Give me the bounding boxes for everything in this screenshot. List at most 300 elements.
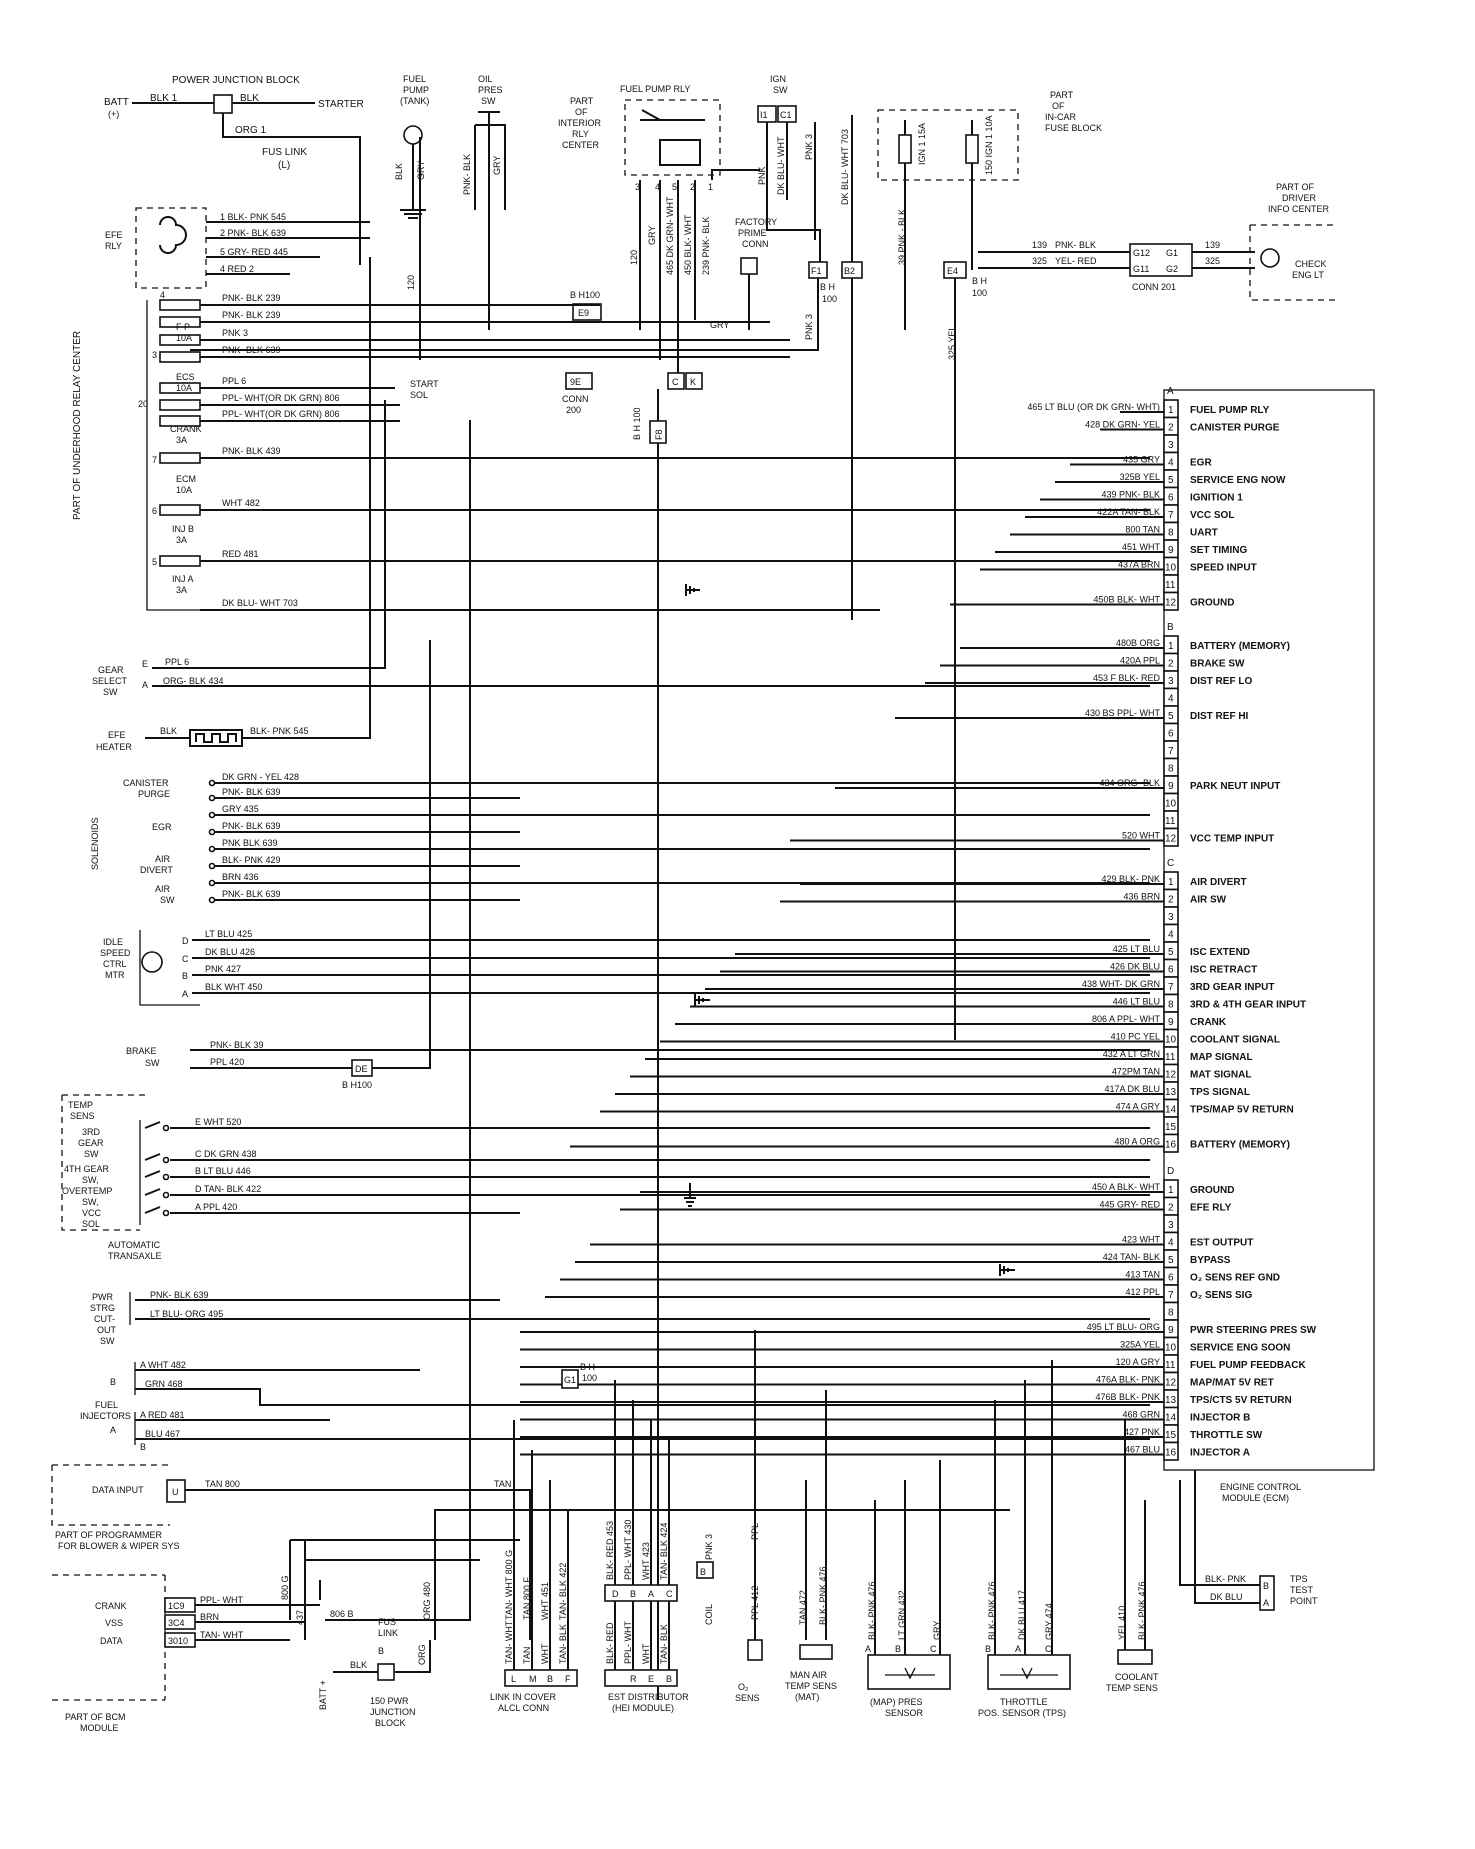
urc-wire-label: RED 481 (222, 549, 259, 559)
gear-select-l1: GEAR (98, 665, 124, 675)
irc-l1: PART (570, 96, 594, 106)
alcl-pin-label: B (547, 1674, 554, 1684)
ecm-wire-label: 445 GRY- RED (1099, 1199, 1160, 1210)
relay-v239: 239 PNK- BLK (701, 216, 711, 275)
ecm-pin-number: 8 (1168, 999, 1174, 1011)
solenoid-wire-label: PNK- BLK 639 (222, 889, 281, 899)
gear3-l3: SW (84, 1149, 99, 1159)
est-pin-label: D (612, 1589, 619, 1599)
efe-heater-l2: HEATER (96, 742, 132, 752)
conn200-l1: CONN (562, 394, 589, 404)
ecm-pin-number: 12 (1165, 597, 1177, 609)
ecm-pin-number: 4 (1168, 929, 1174, 941)
ecs-l2: 10A (176, 383, 193, 393)
ecm-wire-label: 439 PNK- BLK (1101, 489, 1160, 500)
ecm-wire-label: 476A BLK- PNK (1095, 1374, 1160, 1385)
solenoid-rows (210, 772, 1151, 903)
ecm-wire-label: 450B BLK- WHT (1093, 594, 1160, 605)
gear4-l1: 4TH GEAR (64, 1164, 110, 1174)
ecm-pin-row (1122, 829, 1274, 847)
brake-l1: BRAKE (126, 1046, 157, 1056)
ecm-pin-function: BATTERY (MEMORY) (1190, 1139, 1290, 1151)
v325yel-label: 325 YEL (947, 325, 957, 360)
oil-pres-l3: SW (481, 96, 496, 106)
ecm-wire-label: 480B ORG (1115, 638, 1160, 648)
ecm-pin-number: 2 (1168, 658, 1174, 670)
canister-l2: PURGE (138, 789, 171, 799)
urc-n7: 7 (152, 455, 158, 465)
efe-heater-545: BLK- PNK 545 (250, 726, 309, 736)
tps-pin-b: B (985, 1644, 992, 1654)
ecm-wire-label: 426 DK BLU (1109, 961, 1160, 972)
ecm-wire-label: 325A YEL (1120, 1339, 1160, 1350)
v800g: 800 G (280, 1575, 290, 1600)
ecm-pin-function: 3RD & 4TH GEAR INPUT (1190, 999, 1307, 1011)
injb-l1: INJ B (172, 524, 195, 534)
efe-heater-element (190, 730, 242, 746)
ecm-pin-number: 9 (1168, 545, 1174, 556)
ecm-pin-number: 5 (1168, 1255, 1174, 1266)
ecm-pin-row (1112, 1065, 1252, 1083)
conn-201-label: CONN 201 (1132, 282, 1177, 292)
ecm-pin-function: EST OUTPUT (1190, 1237, 1254, 1249)
ecm-wire-label: 495 LT BLU- ORG (1086, 1322, 1160, 1332)
ecm-pin-function: TPS/MAP 5V RETURN (1190, 1104, 1294, 1116)
efe-row-3: 5 GRY- RED 445 (220, 247, 289, 257)
fus-link-150-pwr (318, 1617, 430, 1728)
alcl-wire-label-2: TAN- WHT (504, 1620, 514, 1664)
fuse-ign1-10a (966, 135, 978, 163)
bcm-pin-label: 3010 (168, 1636, 189, 1646)
conn-e9-label: E9 (578, 308, 590, 318)
trans-wire-row (145, 1117, 1150, 1131)
solenoid-terminal (210, 864, 215, 869)
map-l2: SENSOR (885, 1708, 924, 1718)
ecm-pin-number: 4 (1168, 693, 1174, 705)
gear4-l4: SW, (82, 1197, 99, 1207)
ecm-wire-label: 438 WHT- DK GRN (1081, 979, 1160, 989)
ecm-pin-function: CANISTER PURGE (1190, 422, 1280, 434)
conn200-l2: 200 (566, 405, 582, 415)
ecm-pin-number: 4 (1168, 1237, 1174, 1249)
ecm-pin-number: 13 (1165, 1087, 1177, 1098)
ecm-pin-number: 13 (1165, 1395, 1177, 1406)
bcm-wire-label: BRN (200, 1612, 220, 1622)
ecm-pin-row (1164, 759, 1178, 777)
map-w1: BLK- PNK 476 (867, 1581, 877, 1640)
map-wires (875, 1460, 940, 1655)
ign-pnk3: PNK 3 (804, 133, 814, 160)
solenoid-terminal (210, 898, 215, 903)
o2-l1: O₂ (738, 1682, 749, 1692)
ecm-pin-function: PWR STEERING PRES SW (1190, 1325, 1317, 1336)
brake-l2: SW (145, 1058, 160, 1068)
ecm-pin-row (1122, 1408, 1250, 1426)
data-input-label: DATA INPUT (92, 1485, 144, 1495)
ecm-pin-function: COOLANT SIGNAL (1190, 1034, 1280, 1046)
fus-link-b-l2: LINK (378, 1628, 399, 1638)
inj-row2: GRN 468 (145, 1379, 183, 1389)
urc-fuse (160, 556, 200, 566)
ecm-pin-row (1103, 1250, 1231, 1268)
air-sw-l2: SW (160, 895, 175, 905)
gear-select-a: A (142, 680, 149, 690)
solenoid-wire-row (210, 787, 521, 801)
cts-body (1118, 1650, 1152, 1664)
conn-f1-label: F1 (811, 266, 822, 276)
irc-l4: RLY (572, 129, 589, 139)
fuse-drop-wires (905, 120, 972, 330)
urc-fuse (160, 505, 200, 515)
alcl-wire-label-2: TAN (522, 1646, 532, 1664)
pwr-strg-wires (135, 1300, 1150, 1319)
ecm-pin-row (1085, 706, 1249, 724)
ecm-pin-row (1087, 1320, 1317, 1338)
ecm-pin-number: 6 (1168, 492, 1174, 504)
cts-w1: YEL 410 (1117, 1605, 1127, 1640)
urc-wire-label: PNK- BLK 239 (222, 310, 281, 320)
solenoid-wire-label: DK GRN - YEL 428 (222, 772, 300, 782)
isc-wire-label: PNK 427 (205, 964, 242, 974)
urc-fuse (160, 400, 200, 410)
urc-fuse (160, 300, 200, 310)
solenoid-wire-label: PNK- BLK 639 (222, 787, 281, 797)
programmer-l1: PART OF PROGRAMMER (55, 1530, 163, 1540)
ecm-pin-number: 6 (1168, 1272, 1174, 1284)
ecm-label-l2: MODULE (ECM) (1222, 1493, 1289, 1503)
solenoid-terminal (210, 781, 215, 786)
ecm-pin-row (1116, 1100, 1294, 1118)
fus-link-l-label: (L) (278, 160, 291, 171)
fp-l1: F P (176, 322, 191, 332)
gear-select-l2: SELECT (92, 676, 128, 686)
mat-l1: MAN AIR (790, 1670, 828, 1680)
batt-plus-label: (+) (108, 109, 120, 119)
ecm-wire-label: 435 GRY (1123, 454, 1160, 465)
ecm-wire-label: 472PM TAN (1111, 1066, 1160, 1077)
check-eng-lamp (1261, 249, 1279, 267)
ecm-pin-number: 6 (1168, 964, 1174, 976)
pwr-strg-l4: OUT (97, 1325, 116, 1335)
ecm-pin-row (1120, 1338, 1290, 1356)
orgblk434-label: ORG- BLK 434 (163, 676, 224, 686)
ecm-pin-function: AIR DIVERT (1190, 877, 1247, 888)
fus-link-org: ORG (417, 1644, 427, 1665)
ecm-pin-function: IGNITION 1 (1190, 492, 1243, 504)
conn-b2-label: B2 (844, 266, 856, 276)
dic-l1: PART OF (1276, 182, 1315, 192)
relay-pin-4: 4 (655, 182, 661, 192)
air-sw-l1: AIR (155, 884, 171, 894)
ecm-pin-row (1101, 488, 1243, 506)
w325-color: YEL- RED (1055, 256, 1097, 266)
conn-g2: G2 (1166, 264, 1179, 274)
automatic-transaxle (62, 1095, 1150, 1261)
est-distributor (605, 1380, 714, 1713)
ecm-pin-function: O₂ SENS REF GND (1190, 1272, 1281, 1284)
pwr-strg-l2: STRG (90, 1303, 116, 1313)
est-wire-label-2: BLK- RED (605, 1622, 615, 1664)
ground-icon-2 (695, 994, 710, 1006)
ecm-pin-function: ISC EXTEND (1190, 947, 1251, 958)
oil-pres-l1: OIL (478, 74, 493, 84)
ecm-pin-row (1164, 907, 1178, 925)
bcm-row-label: VSS (105, 1618, 124, 1628)
gear4-l5: VCC (82, 1208, 102, 1218)
trans-wire-row (145, 1149, 1150, 1163)
f1-b2-wires (190, 278, 852, 620)
ecm-pin-number: 8 (1168, 527, 1174, 539)
ecm-pin-row (1099, 776, 1280, 794)
est-pin-label: B (630, 1589, 637, 1599)
brake-row2: PPL 420 (210, 1057, 245, 1067)
ecm-pin-function: BYPASS (1190, 1255, 1231, 1266)
programmer-l2: FOR BLOWER & WIPER SYS (58, 1541, 180, 1551)
isc-motor-symbol (142, 952, 162, 972)
egr-sol-label: EGR (152, 822, 172, 832)
urc-wire-label: PPL- WHT(OR DK GRN) 806 (222, 393, 340, 403)
n139: 139 (1205, 240, 1221, 250)
isc-wire-label: DK BLU 426 (205, 947, 256, 957)
solenoid-wire-label: BLK- PNK 429 (222, 855, 281, 865)
cts-l2: TEMP SENS (1106, 1683, 1158, 1693)
conn-c-label: C (672, 377, 679, 387)
map-pin-b: B (895, 1644, 902, 1654)
urc-wire-row (160, 293, 600, 310)
est-pin-label: A (648, 1589, 655, 1599)
bcm-l2: MODULE (80, 1723, 119, 1733)
urc-fuse (160, 453, 200, 463)
ecm-pin-number: 10 (1165, 1034, 1177, 1046)
fuel-pump-gry: GRY (416, 160, 426, 180)
coil-pnk3: PNK 3 (704, 1533, 714, 1560)
ecm-wire-label: 437A BRN (1117, 559, 1160, 570)
irc-l5: CENTER (562, 140, 600, 150)
inj-row4: BLU 467 (145, 1429, 181, 1439)
solenoid-terminal (210, 830, 215, 835)
trans-wire-label: E WHT 520 (195, 1117, 242, 1127)
ecm-pin-number: 11 (1165, 1360, 1176, 1371)
ecm-pin-row (1164, 1303, 1178, 1321)
ecm-wire-label: 465 LT BLU (OR DK GRN- WHT) (1027, 402, 1160, 412)
cts-l1: COOLANT (1115, 1672, 1159, 1682)
w139-num: 139 (1032, 240, 1048, 250)
ecm-pin-row (1096, 1373, 1274, 1391)
fuel-pump-tank-l3: (TANK) (400, 96, 430, 106)
ecm-pin-function: TPS/CTS 5V RETURN (1190, 1395, 1292, 1406)
ecm-pin-row (1123, 453, 1212, 471)
isc-pin: A (182, 989, 189, 999)
ground-icon-4 (1000, 1264, 1015, 1276)
ecm-wire-label: 428 DK GRN- YEL (1085, 419, 1160, 430)
map-sensor-body (868, 1655, 950, 1689)
trans-switch-contact (164, 1126, 169, 1131)
oil-pres-pnkblk: PNK- BLK (462, 153, 472, 195)
tps-test-l1: TPS (1290, 1574, 1308, 1584)
data-input-wire (185, 1490, 530, 1640)
w325-num: 325 (1032, 256, 1048, 266)
ecm-pin-number: 6 (1168, 728, 1174, 740)
ecm-wire-label: 436 BRN (1123, 891, 1160, 902)
ecm-pin-function: BATTERY (MEMORY) (1190, 641, 1290, 652)
ecm-pin-number: 8 (1168, 763, 1174, 775)
alcl-wire-label: TAN- WHT 800 G (504, 1549, 514, 1620)
w139-color: PNK- BLK (1055, 240, 1097, 250)
ecm-pin-function: O₂ SENS SIG (1190, 1290, 1253, 1301)
ecm-wire-label: 432 A LT GRN (1102, 1049, 1160, 1059)
ecm-wire-label: 413 TAN (1125, 1269, 1160, 1280)
relay-v120: 120 (629, 249, 639, 265)
efe-row-4: 4 RED 2 (220, 264, 255, 274)
oil-pres-wires (475, 112, 505, 330)
solenoid-wire-row (210, 889, 521, 903)
urc-wire-row (160, 376, 395, 393)
o2-ppl: PPL (750, 1522, 760, 1540)
ecm-pin-number: 9 (1168, 1017, 1174, 1028)
tps-pin-a: A (1015, 1644, 1022, 1654)
gear4-l6: SOL (82, 1219, 101, 1229)
ecm-pin-number: 3 (1168, 440, 1174, 451)
ecm-pin-function: GROUND (1190, 1185, 1235, 1196)
est-pin-label: C (666, 1589, 673, 1599)
pjb-150-block (378, 1664, 394, 1680)
f8-bh100: B H 100 (632, 407, 642, 440)
conn-u-label: U (172, 1487, 179, 1497)
urc-wire-label: WHT 482 (222, 498, 260, 508)
relay-pin-3: 3 (635, 182, 641, 192)
ign-sw-l1: IGN (770, 74, 787, 84)
ecm-wire-label: 434 ORG- BLK (1099, 778, 1160, 788)
ecm-pin-number: 1 (1168, 877, 1174, 888)
gry-label-prime: GRY (710, 320, 730, 330)
relay-pin-2: 2 (690, 182, 696, 192)
o2-sensor (735, 1330, 762, 1703)
solenoid-wire-label: PNK BLK 639 (222, 838, 278, 848)
ecm-pin-function: AIR SW (1190, 894, 1227, 906)
v120b: 120 (406, 274, 416, 290)
solenoid-wire-label: BRN 436 (222, 872, 259, 882)
ecm-pin-function: VCC SOL (1190, 510, 1235, 521)
urc-wire-label: PNK 3 (222, 328, 249, 338)
alcl-wire-label-2: WHT (540, 1643, 550, 1664)
fuel-inj-l1: FUEL (95, 1400, 119, 1410)
ecm-pin-number: 1 (1168, 1185, 1174, 1196)
relay-pin-1: 1 (708, 182, 714, 192)
mat-l3: (MAT) (795, 1692, 820, 1702)
est-wire-label: WHT 423 (641, 1542, 651, 1580)
isc-l4: MTR (105, 970, 125, 980)
mat-w1: TAN 472 (798, 1590, 808, 1625)
ecm-pin-row (1111, 1030, 1280, 1048)
inj-a: A (110, 1425, 117, 1435)
ign-c1-label: C1 (780, 110, 792, 120)
isc-l2: SPEED (100, 948, 131, 958)
alcl-wire-label-2: TAN- BLK (558, 1624, 568, 1664)
interior-relay-center (558, 84, 760, 380)
ecm-pin-row (1120, 470, 1286, 488)
ecm-pin-number: 7 (1168, 1290, 1174, 1301)
oil-pres-l2: PRES (478, 85, 503, 95)
ecm-pin-row (1120, 654, 1245, 672)
check-eng-l1: CHECK (1295, 259, 1327, 269)
mat-l2: TEMP SENS (785, 1681, 837, 1691)
n325: 325 (1205, 256, 1221, 266)
tps-w2: DK BLU 417 (1017, 1589, 1027, 1640)
ecm-pin-number: 8 (1168, 1307, 1174, 1319)
gear3-l1: 3RD (82, 1127, 101, 1137)
fuse-ign1-15a-label: IGN 1 15A (917, 122, 927, 165)
ecm-pin-number: 7 (1168, 746, 1174, 757)
coolant-temp-sensor (1106, 1420, 1159, 1693)
isc-pin: B (182, 971, 189, 981)
ecm-pin-number: 2 (1168, 1202, 1174, 1214)
ecm-pin-number: 12 (1165, 1377, 1177, 1389)
coil-label: COIL (704, 1603, 714, 1625)
ecm-pin-row (1164, 811, 1178, 829)
trans-wire-label: A PPL 420 (195, 1202, 238, 1212)
pwr-strg-l5: SW (100, 1336, 115, 1346)
ecm-pin-row (1164, 435, 1178, 453)
ecm-pin-number: 11 (1165, 1052, 1176, 1063)
solenoid-wire-label: PNK- BLK 639 (222, 821, 281, 831)
alcl-wire-label: TAN 800 F (522, 1577, 532, 1620)
ecm-wire-label: 325B YEL (1119, 472, 1160, 482)
ecm-pin-function: SERVICE ENG NOW (1190, 475, 1286, 486)
factory-prime-l3: CONN (742, 239, 769, 249)
mat-w2: BLK- PNK 476 (818, 1566, 828, 1625)
tan800-label: TAN 800 (205, 1479, 240, 1489)
ecm-pin-function: 3RD GEAR INPUT (1190, 982, 1275, 993)
ecm-pin-function: UART (1190, 527, 1218, 539)
trans-wire-row (145, 1202, 520, 1216)
e9-bh100: B H100 (570, 290, 601, 300)
ecm-section-b-letter: B (1167, 622, 1174, 633)
ecm-wire-label: 120 A GRY (1115, 1357, 1160, 1367)
org1-label: ORG 1 (235, 125, 267, 136)
ecm-pin-row (1164, 1117, 1178, 1135)
alcl-l1: LINK IN COVER (490, 1692, 557, 1702)
ecs-l1: ECS (176, 372, 195, 382)
ign-703: DK BLU- WHT 703 (840, 129, 850, 205)
urc-wire-row (160, 328, 790, 345)
conn-e4-label: E4 (947, 266, 959, 276)
o2-ppl412: PPL 412 (750, 1585, 760, 1620)
efe-relay-coil (160, 217, 186, 253)
ground-symbols (684, 584, 1015, 1276)
solenoid-terminal (210, 847, 215, 852)
trans-wire-row (145, 1184, 1150, 1198)
temp-sens-l1: TEMP (68, 1100, 94, 1110)
solenoid-terminal (210, 881, 215, 886)
alcl-wire-label: WHT 451 (540, 1582, 550, 1620)
ecm-pin-row (1164, 689, 1178, 707)
ecm-pin-row (1164, 925, 1178, 943)
pwr-row1: PNK- BLK 639 (150, 1290, 209, 1300)
temp-sens-l2: SENS (70, 1111, 95, 1121)
check-eng-l2: ENG LT (1292, 270, 1324, 280)
bcm-row-label: DATA (100, 1636, 123, 1646)
ecm-pin-number: 14 (1165, 1104, 1177, 1116)
ecm-pin-row (1114, 1135, 1290, 1153)
map-w3: GRY (932, 1620, 942, 1640)
ecm-pin-row (1164, 741, 1178, 759)
canister-l1: CANISTER (123, 778, 169, 788)
trans-switch-contact (164, 1193, 169, 1198)
ecm-wire-label: 423 WHT (1121, 1234, 1160, 1245)
crank-l2: 3A (176, 435, 188, 445)
ecm-pin-row (1104, 1082, 1250, 1100)
est-bottom-pin: E (648, 1674, 655, 1684)
